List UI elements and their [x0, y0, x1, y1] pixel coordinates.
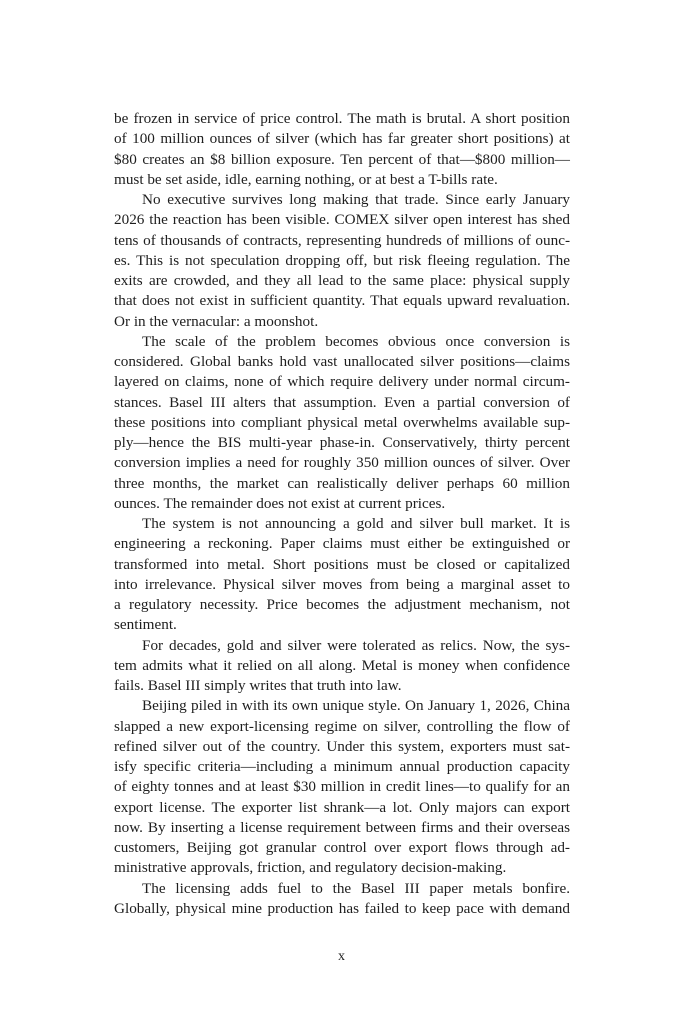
text-line: a regulatory necessity. Price becomes the adjustment mechanism, not [114, 596, 570, 613]
text-line: exits are crowded, and they all lead to the same place: physical supply [114, 272, 570, 289]
text-line: must be set aside, idle, earning nothing, or at best a T-bills rate. [114, 170, 498, 188]
text-line: Globally, physical mine production has failed to keep pace with demand [114, 899, 570, 917]
text-line: The system is not announcing a gold and silver bull market. It is [142, 515, 570, 532]
text-line: now. By inserting a license requirement between firms and their overseas [114, 818, 570, 836]
text-line: considered. Global banks hold vast unallocated silver positions—claims [114, 353, 570, 370]
paragraph-4 [114, 514, 570, 636]
text-line: Beijing piled in with its own unique style. On January 1, 2026, China [142, 697, 570, 715]
paragraph-2 [114, 190, 570, 332]
text-line: into irrelevance. Physical silver moves from being a marginal asset to [114, 575, 570, 593]
text-line: conversion implies a need for roughly 350 million ounces of silver. Over [114, 454, 570, 472]
text-line: ounces. The remainder does not exist at current prices. [114, 494, 446, 512]
text-line: of eighty tonnes and at least $30 million in credit lines—to qualify for an [114, 778, 570, 796]
paragraph-1 [114, 109, 570, 190]
paragraph-6 [114, 696, 570, 878]
text-line: The licensing adds fuel to the Basel III paper metals bonfire. [142, 879, 570, 897]
paragraph-5 [114, 636, 570, 697]
text-line: three months, the market can realistically deliver perhaps 60 million [114, 474, 570, 492]
text-line: slapped a new export-licensing regime on silver, controlling the flow of [114, 717, 570, 735]
text-line: these positions into compliant physical metal overwhelms available sup- [114, 413, 570, 431]
paragraph-7 [114, 879, 570, 920]
text-line: isfy specific criteria—including a minimum annual production capacity [114, 758, 570, 775]
text-line: stances. Basel III alters that assumption. Even a partial conversion of [114, 393, 570, 411]
text-line: sentiment. [114, 616, 177, 634]
text-line: es. This is not speculation dropping off, but risk fleeing regulation. The [114, 251, 570, 269]
page-body [114, 109, 570, 919]
text-line: $80 creates an $8 billion exposure. Ten percent of that—$800 million— [114, 150, 570, 168]
text-line: The scale of the problem becomes obvious once conversion is [142, 332, 570, 350]
text-line: engineering a reckoning. Paper claims must either be extinguished or [114, 535, 570, 553]
paragraph-3 [114, 332, 570, 514]
text-line: No executive survives long making that trade. Since early January [142, 191, 570, 208]
text-line: tem admits what it relied on all along. Metal is money when confidence [114, 656, 570, 674]
text-line: that does not exist in sufficient quantity. That equals upward revaluation. [114, 292, 570, 310]
text-line: Or in the vernacular: a moonshot. [114, 312, 319, 330]
page-number: x [338, 949, 345, 964]
text-line: ministrative approvals, friction, and regulatory decision-making. [114, 859, 507, 877]
text-line: ply—hence the BIS multi-year phase-in. Conservatively, thirty percent [114, 434, 570, 451]
text-line: customers, Beijing got granular control over export flows through ad- [114, 839, 570, 856]
text-line: 2026 the reaction has been visible. COMEX silver open interest has shed [114, 211, 570, 229]
text-line: refined silver out of the country. Under this system, exporters must sat- [114, 737, 570, 755]
text-line: export license. The exporter list shrank—a lot. Only majors can export [114, 798, 570, 816]
text-line: transformed into metal. Short positions must be closed or capitalized [114, 555, 570, 573]
text-line: of 100 million ounces of silver (which has far greater short positions) at [114, 130, 570, 148]
text-line: For decades, gold and silver were tolerated as relics. Now, the sys- [142, 636, 570, 654]
text-line: layered on claims, none of which require delivery under normal circum- [114, 373, 570, 391]
text-line: fails. Basel III simply writes that truth into law. [114, 677, 402, 694]
text-line: tens of thousands of contracts, representing hundreds of millions of ounc- [114, 231, 570, 249]
text-line: be frozen in service of price control. The math is brutal. A short position [114, 110, 570, 127]
